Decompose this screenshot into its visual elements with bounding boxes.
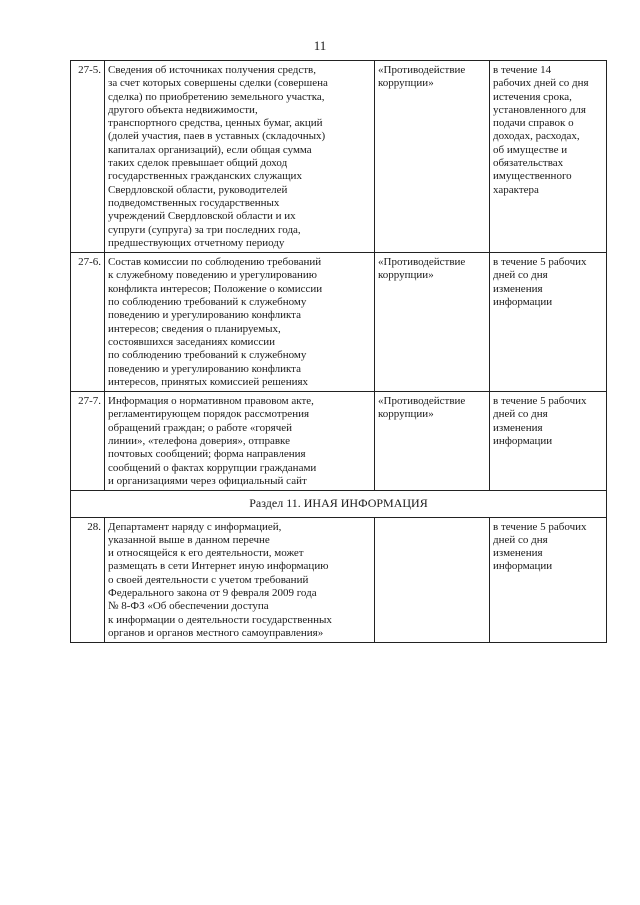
row-number: 28. — [71, 517, 105, 643]
section-heading: Раздел 11. ИНАЯ ИНФОРМАЦИЯ — [71, 491, 607, 517]
row-description: Департамент наряду с информацией, указанной выше в данном перечне и относящейся к его деятельности, может размещать в сети Интернет иную информацию о своей деятельности с учетом требований Федерального закона от 9 февраля 2009 года № 8-ФЗ «Об обеспечении доступа к информации о деятельности государственных органов и органов местного самоуправления» — [105, 517, 375, 643]
row-section: «Противодействие коррупции» — [375, 61, 490, 253]
table-row — [71, 61, 607, 253]
row-description: Сведения об источниках получения средств, за счет которых совершены сделки (совершена сделка) по приобретению земельного участка, другого объекта недвижимости, транспортного средства, ценных бумаг, акций (долей участия, паев в уставных (складочных) капиталах организаций), если общая сумма таких сделок превышает общий доход государственных гражданских служащих Свердловской области, руководителей подведомственных государственных учреждений Свердловской области и их супруги (супруга) за три последних года, предшествующих отчетному периоду — [105, 61, 375, 253]
row-number: 27-6. — [71, 253, 105, 392]
section-heading-row — [71, 491, 607, 517]
row-term: в течение 5 рабочих дней со дня изменения информации — [490, 392, 607, 491]
row-term: в течение 5 рабочих дней со дня изменения информации — [490, 253, 607, 392]
row-term: в течение 5 рабочих дней со дня изменения информации — [490, 517, 607, 643]
row-description: Информация о нормативном правовом акте, регламентирующем порядок рассмотрения обращений граждан; о работе «горячей линии», «телефона доверия», отправке почтовых сообщений; форма направления сообщений о фактах коррупции гражданами и организациями через официальный сайт — [105, 392, 375, 491]
row-number: 27-5. — [71, 61, 105, 253]
table-row — [71, 253, 607, 392]
row-description: Состав комиссии по соблюдению требований к служебному поведению и урегулированию конфликта интересов; Положение о комиссии по соблюдению требований к служебному поведению и урегулированию конфликта интересов; сведения о планируемых, состоявшихся заседаниях комиссии по соблюдению требований к служебному поведению и урегулированию конфликта интересов, принятых комиссией решениях — [105, 253, 375, 392]
row-section: «Противодействие коррупции» — [375, 253, 490, 392]
information-table — [70, 60, 607, 643]
table-row — [71, 392, 607, 491]
row-section: «Противодействие коррупции» — [375, 392, 490, 491]
page-number: 11 — [313, 38, 327, 53]
row-number: 27-7. — [71, 392, 105, 491]
row-term: в течение 14 рабочих дней со дня истечения срока, установленного для подачи справок о доходах, расходах, об имуществе и обязательствах имущественного характера — [490, 61, 607, 253]
table-row — [71, 517, 607, 643]
row-section — [375, 517, 490, 643]
